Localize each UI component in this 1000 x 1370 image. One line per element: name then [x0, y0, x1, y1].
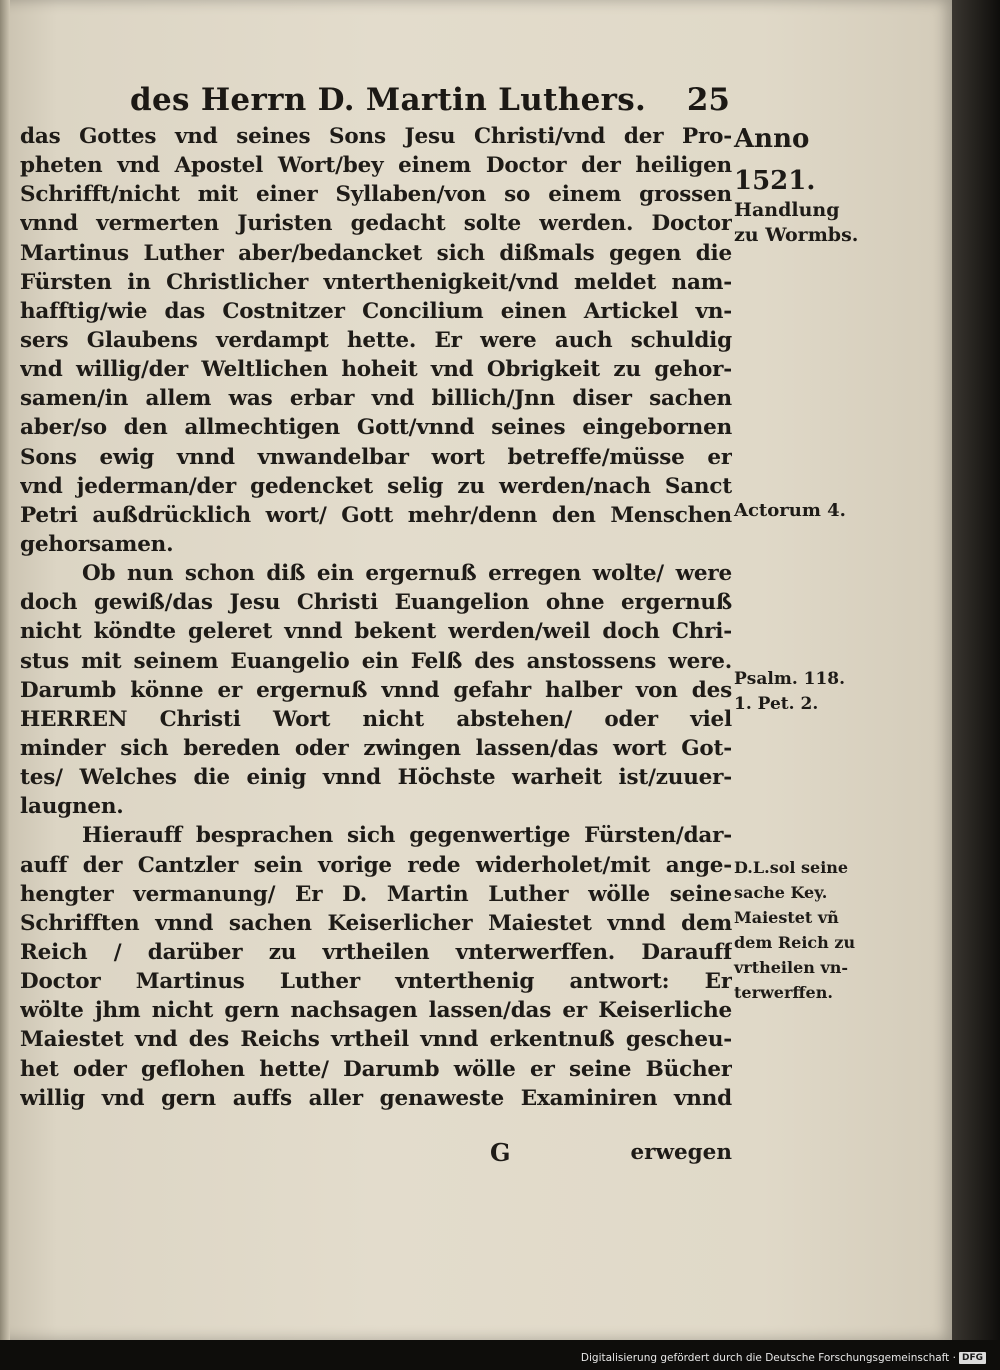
margin-luther-line: sache Key.	[734, 883, 828, 902]
text-line: vnd jederman/der gedencket selig zu werden/nach Sanct	[20, 473, 732, 499]
margin-handlung-line: Handlung	[734, 199, 840, 221]
margin-luther-line: terwerffen.	[734, 983, 833, 1002]
text-line: sers Glaubens verdampt hette. Er were auch schuldig	[20, 327, 732, 353]
text-line: stus mit seinem Euangelio ein Felß des anstossens were.	[20, 648, 732, 674]
margin-luther-line: Maiestet vñ	[734, 908, 839, 927]
text-line: Reich / darüber zu vrtheilen vnterwerffen. Darauff	[20, 939, 732, 965]
text-line: vnnd vermerten Juristen gedacht solte werden. Doctor	[20, 211, 732, 237]
text-line: samen/in allem was erbar vnd billich/Jnn diser sachen	[20, 386, 732, 412]
text-line: Sons ewig vnnd vnwandelbar wort betreffe/müsse er	[20, 444, 732, 470]
text-line: hafftig/wie das Costnitzer Concilium einen Artickel vn-	[20, 298, 732, 324]
text-line: Schrifft/nicht mit einer Syllaben/von so einem grossen	[20, 182, 732, 208]
signature-mark: G	[490, 1138, 511, 1167]
text-line: Maiestet vnd des Reichs vrtheil vnnd erkentnuß gescheu-	[20, 1027, 732, 1053]
margin-anno-label: Anno	[734, 124, 810, 154]
text-line: Ob nun schon diß ein ergernuß erregen wolte/ were	[82, 561, 732, 587]
footer-credit: Digitalisierung gefördert durch die Deutsche Forschungsgemeinschaft ·	[580, 1352, 956, 1364]
margin-luther-line: dem Reich zu	[734, 933, 856, 952]
text-line: het oder geflohen hette/ Darumb wölle er seine Bücher	[20, 1056, 732, 1082]
text-line: pheten vnd Apostel Wort/bey einem Doctor der heiligen	[20, 153, 732, 179]
margin-actorum-ref: Actorum 4.	[734, 500, 846, 521]
text-line: vnd willig/der Weltlichen hoheit vnd Obrigkeit zu gehor-	[20, 357, 732, 383]
text-line: hengter vermanung/ Er D. Martin Luther wölle seine	[20, 881, 732, 907]
margin-luther-line: D.L.sol seine	[734, 858, 849, 877]
text-line: minder sich bereden oder zwingen lassen/das wort Got-	[20, 735, 732, 761]
catchword-row	[20, 1138, 732, 1172]
margin-luther-line: vrtheilen vn-	[734, 958, 849, 977]
main-text-block	[20, 122, 732, 1113]
digitization-footer	[581, 1352, 986, 1364]
text-line: doch gewiß/das Jesu Christi Euangelion ohne ergernuß	[20, 590, 732, 616]
page-gutter-edge	[0, 0, 10, 1340]
text-line: Schrifften vnnd sachen Keiserlicher Maiestet vnnd dem	[20, 910, 732, 936]
page-shadow	[952, 0, 1000, 1340]
text-line: das Gottes vnd seines Sons Jesu Christi/vnd der Pro-	[20, 124, 732, 149]
page-header	[130, 82, 730, 126]
text-line: Doctor Martinus Luther vnterthenig antwort: Er	[20, 969, 732, 995]
margin-note-handlung	[734, 198, 874, 248]
page-number: 25	[686, 82, 730, 118]
running-title: des Herrn D. Martin Luthers.	[130, 82, 647, 118]
dfg-logo: DFG	[959, 1352, 986, 1364]
margin-note-luther	[734, 855, 874, 1005]
margin-peter-ref: 1. Pet. 2.	[734, 694, 819, 714]
text-line: aber/so den allmechtigen Gott/vnnd seines eingebornen	[20, 415, 732, 441]
text-line: gehorsamen.	[20, 531, 174, 557]
text-line: tes/ Welches die einig vnnd Höchste warheit ist/zuuer-	[20, 765, 732, 791]
text-line: Hierauff besprachen sich gegenwertige Fürsten/dar-	[82, 823, 732, 849]
margin-note-psalm	[734, 667, 874, 717]
text-line: Petri außdrücklich wort/ Gott mehr/denn den Menschen	[20, 502, 732, 528]
margin-anno-year: 1521.	[734, 166, 816, 196]
text-line: auff der Cantzler sein vorige rede widerholet/mit ange-	[20, 852, 732, 878]
text-line: Martinus Luther aber/bedancket sich dißmals gegen die	[20, 240, 732, 266]
text-line: Fürsten in Christlicher vnterthenigkeit/vnd meldet nam-	[20, 269, 732, 295]
margin-handlung-line: zu Wormbs.	[734, 224, 859, 246]
text-line: wölte jhm nicht gern nachsagen lassen/das er Keiserliche	[20, 998, 732, 1024]
margin-note-actorum	[734, 498, 874, 523]
margin-note-anno	[734, 118, 874, 202]
text-line: Darumb könne er ergernuß vnnd gefahr halber von des	[20, 677, 732, 703]
text-line: willig vnd gern auffs aller genaweste Examiniren vnnd	[20, 1085, 732, 1111]
margin-psalm-ref: Psalm. 118.	[734, 669, 846, 689]
catchword: erwegen	[630, 1140, 732, 1165]
text-line: laugnen.	[20, 794, 124, 820]
text-line: HERREN Christi Wort nicht abstehen/ oder viel	[20, 706, 732, 732]
text-line: nicht köndte geleret vnnd bekent werden/weil doch Chri-	[20, 619, 732, 645]
